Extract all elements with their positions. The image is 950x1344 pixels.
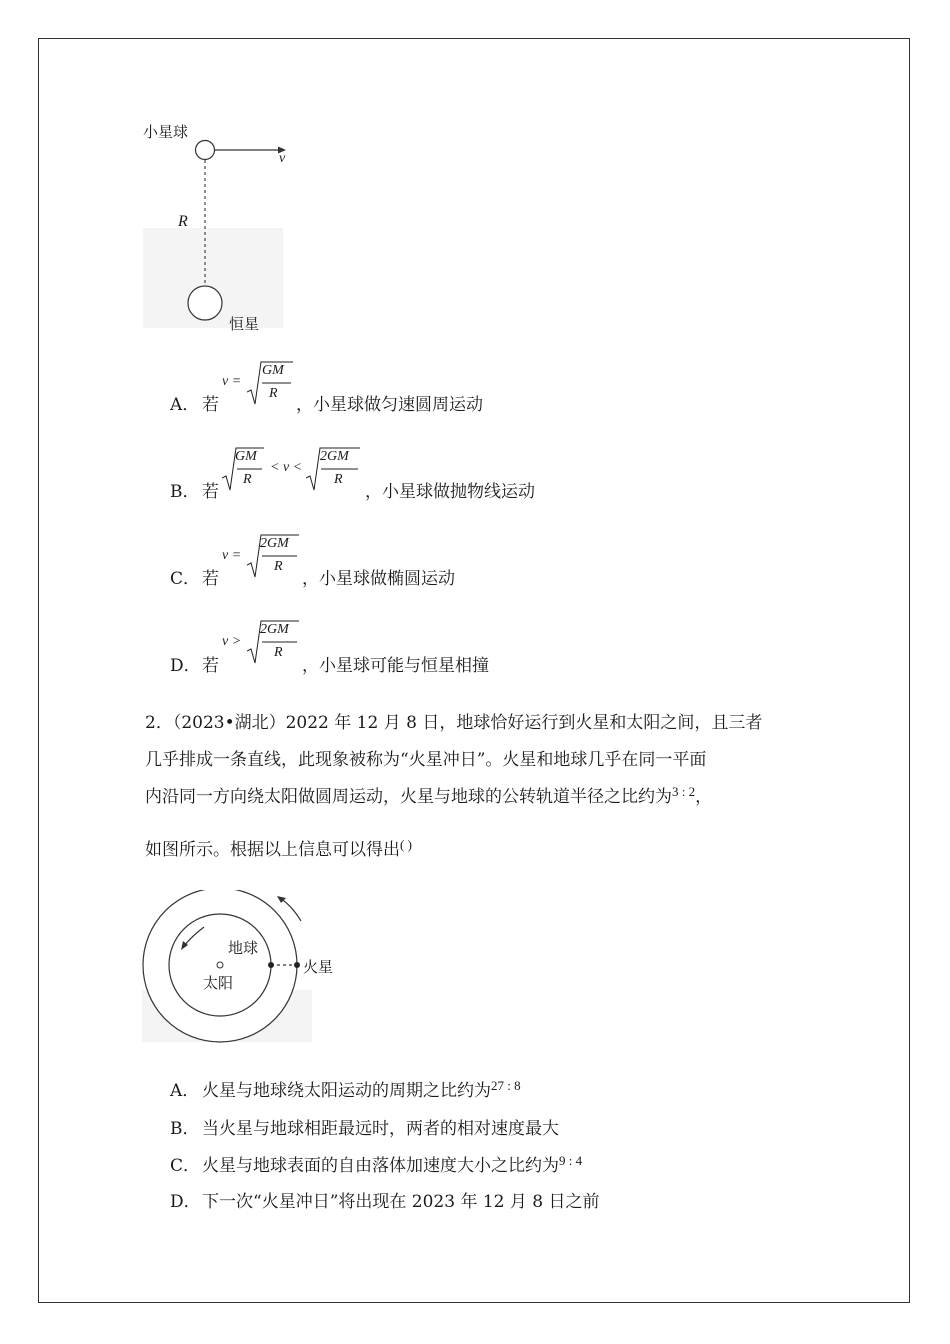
earth-label: 地球 <box>228 939 259 957</box>
small-star-label: 小星球 <box>143 123 189 141</box>
option-d-text: ，小星球可能与恒星相撞 <box>302 656 489 676</box>
option-b-text: ，小星球做抛物线运动 <box>365 482 535 502</box>
answer-paren: ( ) <box>400 837 412 852</box>
mars-label: 火星 <box>303 958 334 976</box>
period-ratio: 27 : 8 <box>491 1078 521 1093</box>
option-d-prefix: 若 <box>202 656 219 676</box>
q2-option-a-letter: A． <box>170 1081 200 1101</box>
q2-option-d-text: 下一次“火星冲日”将出现在 2023 年 12 月 8 日之前 <box>202 1192 600 1212</box>
option-c-letter: C． <box>170 569 201 589</box>
option-a-letter: A． <box>170 395 200 415</box>
option-b-den1: R <box>243 472 252 487</box>
option-b-letter: B． <box>170 482 200 502</box>
star-diagram <box>140 115 310 335</box>
q2-option-b-letter: B． <box>170 1119 200 1139</box>
star-circle <box>188 286 222 320</box>
option-d-letter: D． <box>170 656 201 676</box>
q2-option-b-text: 当火星与地球相距最远时，两者的相对速度最大 <box>202 1119 559 1139</box>
q2-line-4: 如图所示。根据以上信息可以得出( ) <box>145 837 412 860</box>
option-a-prefix: 若 <box>202 395 219 415</box>
star-label: 恒星 <box>229 315 260 333</box>
option-a-v-eq: v = <box>222 374 242 389</box>
q2-line-1: 2．（2023•湖北）2022 年 12 月 8 日，地球恰好运行到火星和太阳之间，且三者 <box>145 713 763 733</box>
gravity-ratio: 9 : 4 <box>559 1153 583 1168</box>
option-a-den: R <box>269 386 278 401</box>
q2-option-a-text: 火星与地球绕太阳运动的周期之比约为$^{27 : 8}$ <box>202 1078 521 1101</box>
sun-label: 太阳 <box>203 974 234 992</box>
option-c-v-eq: v = <box>222 548 242 563</box>
earth-dot <box>268 962 274 968</box>
option-d-num: 2GM <box>260 622 289 637</box>
option-a-text: ，小星球做匀速圆周运动 <box>296 395 483 415</box>
option-c-prefix: 若 <box>202 569 219 589</box>
radius-label: R <box>178 213 188 230</box>
q2-line-2: 几乎排成一条直线，此现象被称为“火星冲日”。火星和地球几乎在同一平面 <box>145 750 707 770</box>
q2-radius-ratio: 3 : 2 <box>672 784 696 799</box>
option-c-num: 2GM <box>260 536 289 551</box>
option-b-num1: GM <box>235 449 257 464</box>
option-b-num2: 2GM <box>320 449 349 464</box>
small-star-circle <box>196 141 215 160</box>
velocity-label: v <box>279 151 286 166</box>
option-b-den2: R <box>334 472 343 487</box>
option-c-den: R <box>274 559 283 574</box>
option-c-text: ，小星球做椭圆运动 <box>302 569 455 589</box>
q2-line-3: 内沿同一方向绕太阳做圆周运动，火星与地球的公转轨道半径之比约为$^{3 : 2}$， <box>145 784 713 807</box>
mars-direction-arrow <box>280 898 301 921</box>
mars-dot <box>294 962 300 968</box>
q2-option-d-letter: D． <box>170 1192 201 1212</box>
option-d-v-gt: v > <box>222 634 242 649</box>
option-b-mid: < v < <box>270 460 303 475</box>
option-a-num: GM <box>262 363 284 378</box>
q2-option-c-text: 火星与地球表面的自由落体加速度大小之比约为$^{9 : 4}$ <box>202 1153 583 1176</box>
sun-dot <box>217 962 223 968</box>
q2-option-c-letter: C． <box>170 1156 201 1176</box>
option-d-den: R <box>274 645 283 660</box>
option-b-prefix: 若 <box>202 482 219 502</box>
